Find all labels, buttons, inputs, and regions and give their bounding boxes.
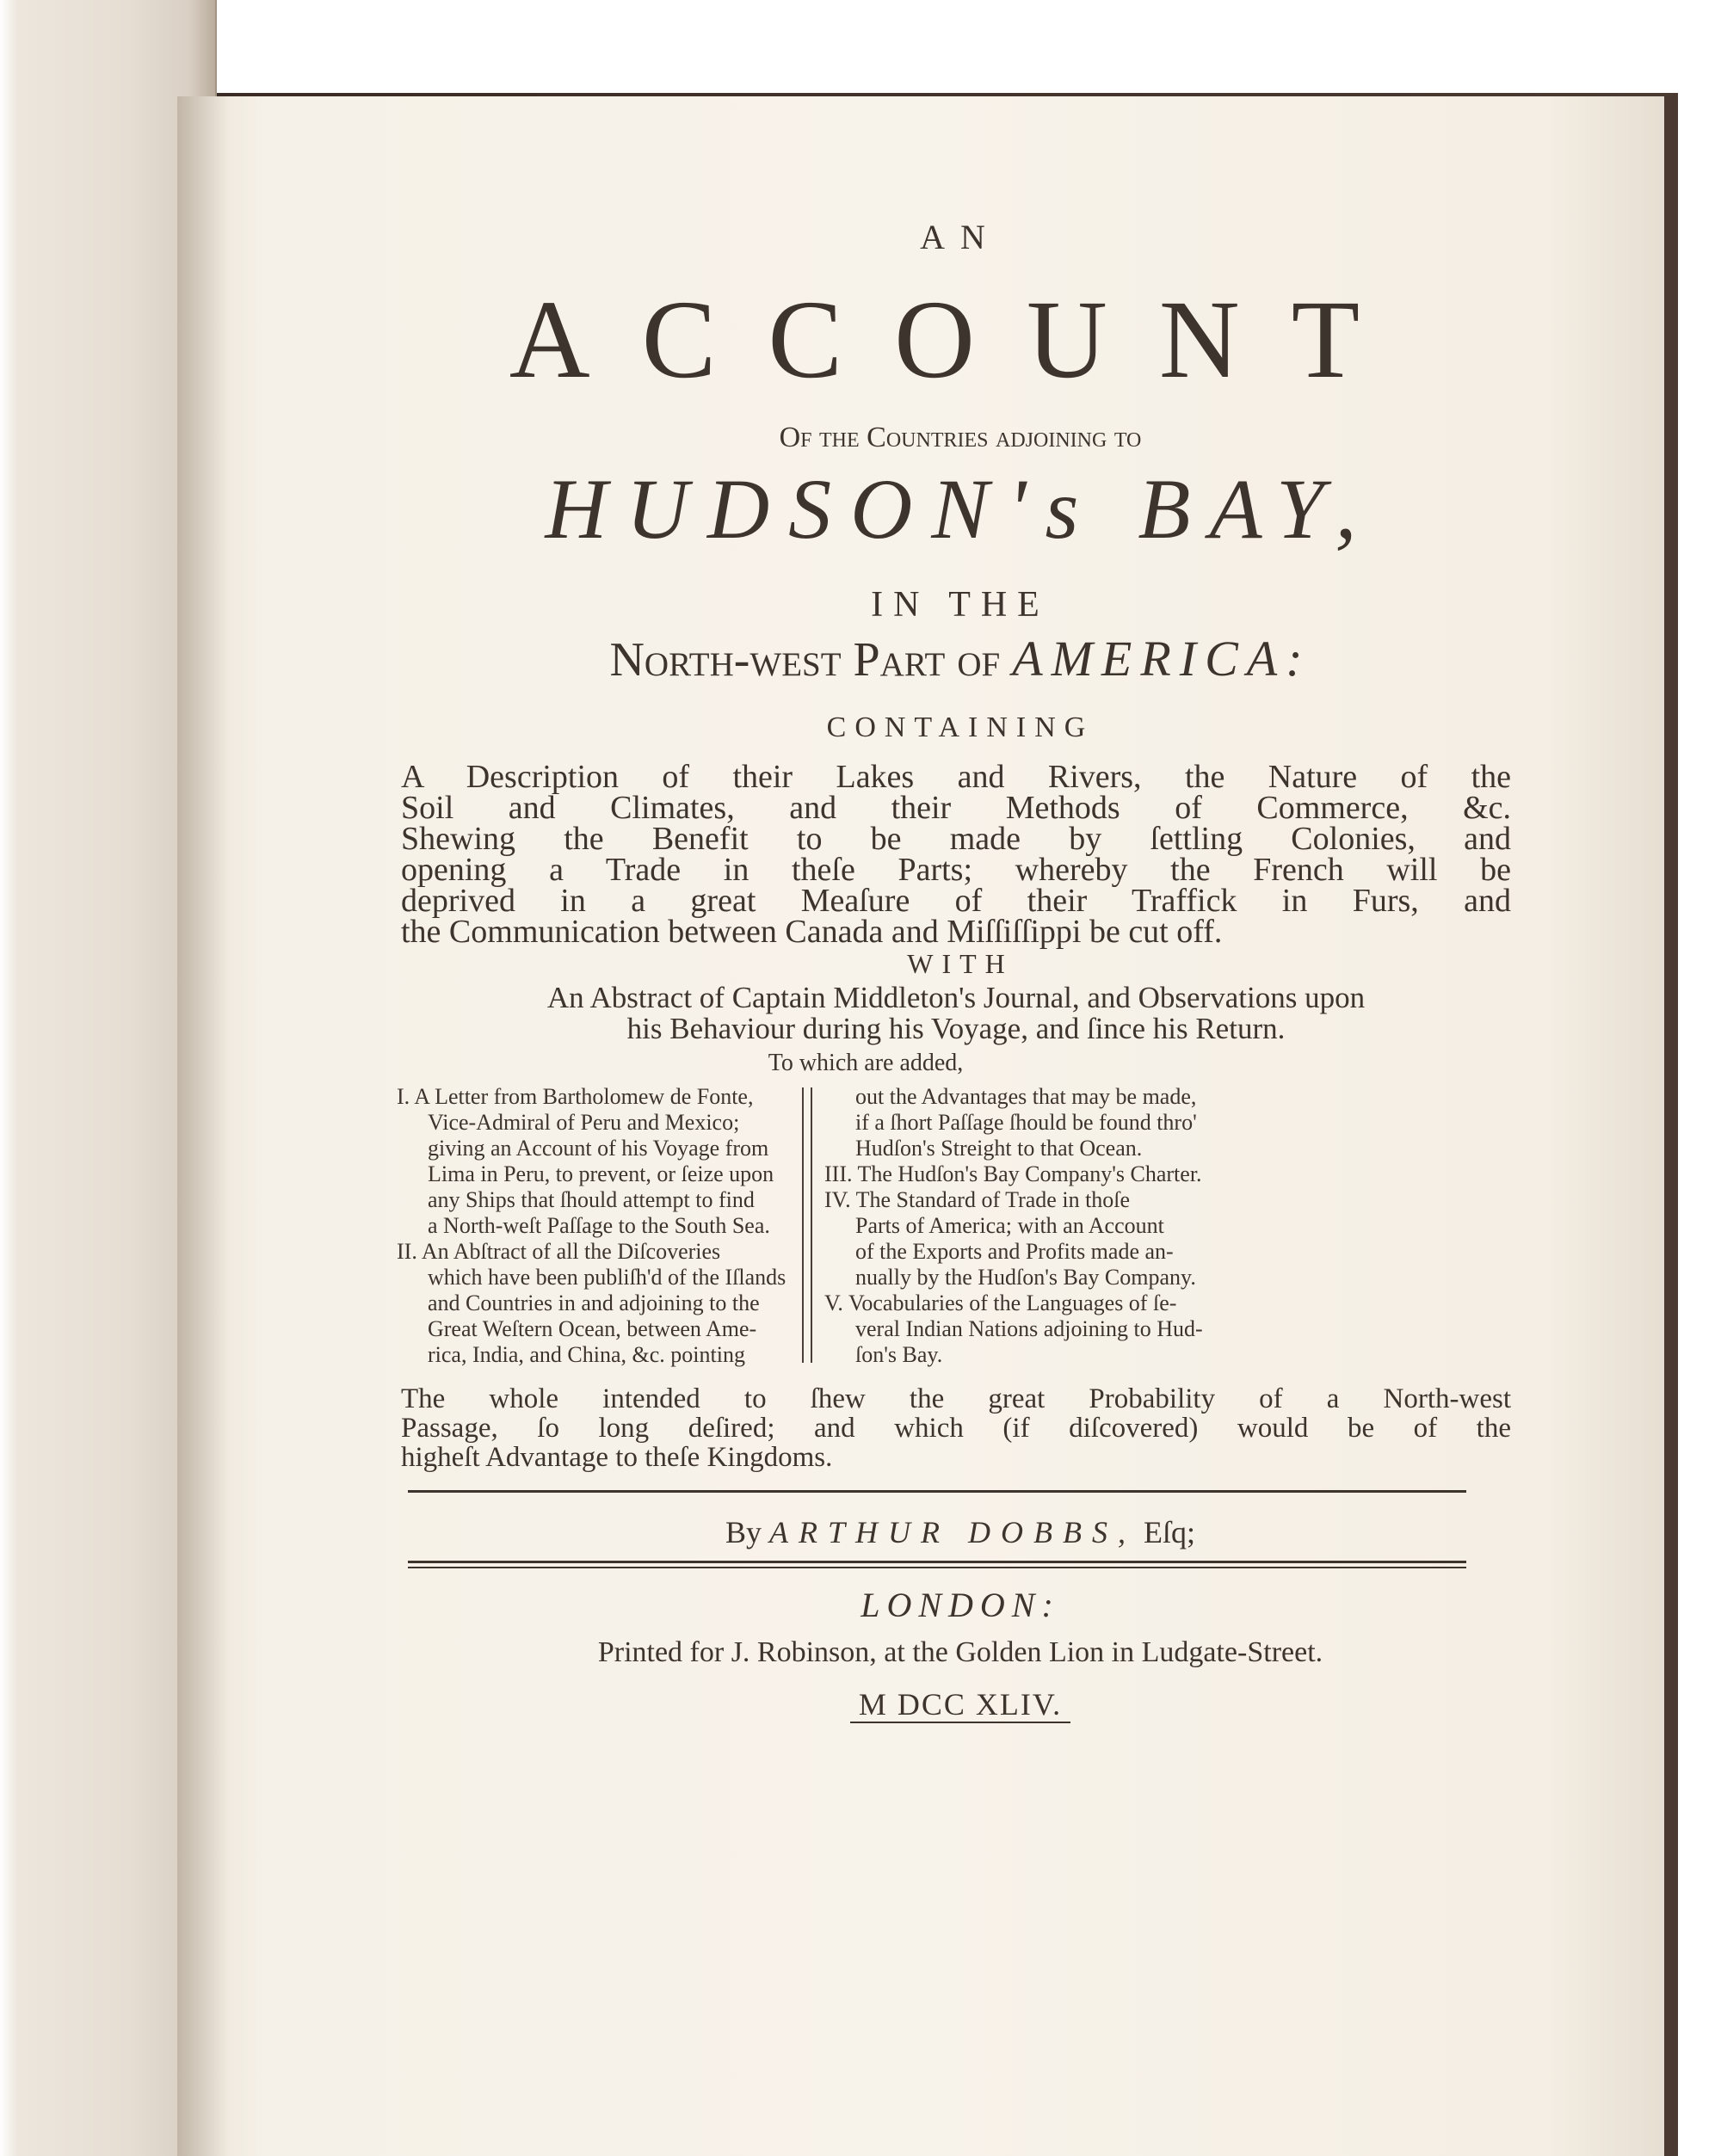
imprint-printer: Printed for J. Robinson, at the Golden Lion in Ludgate-Street. bbox=[597, 1636, 1323, 1668]
author-line bbox=[401, 1514, 1520, 1550]
heading-account: ACCOUNT bbox=[509, 278, 1412, 402]
imprint-city: LONDON: bbox=[860, 1586, 1060, 1624]
description-line: Shewing the Benefit to be made by ſettling Colonies, and bbox=[401, 821, 1511, 857]
right-column-line: of the Exports and Profits made an- bbox=[855, 1239, 1174, 1264]
rule-double-1 bbox=[408, 1561, 1466, 1563]
author-name: ARTHUR DOBBS, bbox=[769, 1515, 1136, 1549]
right-column-line: III. The Hudſon's Bay Company's Charter. bbox=[824, 1161, 1202, 1186]
right-column-line: IV. The Standard of Trade in thoſe bbox=[824, 1187, 1131, 1212]
right-column-line: ſon's Bay. bbox=[855, 1342, 943, 1367]
left-column-line: any Ships that ſhould attempt to find bbox=[428, 1187, 755, 1212]
left-column-line: which have been publiſh'd of the Iſlands bbox=[428, 1265, 786, 1290]
right-column-line: V. Vocabularies of the Languages of ſe- bbox=[824, 1291, 1177, 1315]
with-line: WITH bbox=[907, 948, 1014, 979]
description-line: Soil and Climates, and their Methods of Commerce, &c. bbox=[401, 790, 1511, 826]
left-column-line: Great Weſtern Ocean, between Ame- bbox=[428, 1316, 757, 1341]
whole-intended-line: The whole intended to ſhew the great Probability of a North-west bbox=[401, 1383, 1511, 1414]
right-column-line: out the Advantages that may be made, bbox=[855, 1084, 1197, 1109]
right-column bbox=[824, 1084, 1411, 1368]
left-column-line: and Countries in and adjoining to the bbox=[428, 1291, 760, 1315]
of-countries-line: Of the Countries adjoining to bbox=[779, 422, 1142, 453]
description-line: A Description of their Lakes and Rivers, the Nature of the bbox=[401, 759, 1511, 795]
hudsons-bay-heading: HUDSON's BAY, bbox=[545, 461, 1376, 557]
left-column-line: giving an Account of his Voyage from bbox=[428, 1136, 769, 1161]
description-line: the Communication between Canada and Miſſiſſippi be cut off. bbox=[401, 914, 1223, 950]
left-column-line: a North-weſt Paſſage to the South Sea. bbox=[428, 1213, 770, 1238]
rule-top bbox=[408, 1490, 1466, 1493]
right-column-line: Hudſon's Streight to that Ocean. bbox=[855, 1136, 1143, 1161]
left-column-line: Lima in Peru, to prevent, or ſeize upon bbox=[428, 1161, 774, 1186]
right-column-line: nually by the Hudſon's Bay Company. bbox=[855, 1265, 1196, 1290]
added-line: To which are added, bbox=[768, 1050, 964, 1076]
abstract-line: his Behaviour during his Voyage, and ſince his Return. bbox=[626, 1012, 1286, 1045]
america-text: AMERICA: bbox=[1012, 631, 1311, 687]
whole-intended-line: higheſt Advantage to theſe Kingdoms. bbox=[401, 1442, 833, 1473]
in-the-line: IN THE bbox=[871, 585, 1050, 625]
description-line: opening a Trade in theſe Parts; whereby the French will be bbox=[401, 852, 1511, 888]
northwest-line bbox=[401, 631, 1520, 687]
by-text: By bbox=[725, 1515, 762, 1549]
right-column-line: veral Indian Nations adjoining to Hud- bbox=[855, 1316, 1203, 1341]
imprint-date-text: M DCC XLIV. bbox=[850, 1687, 1070, 1723]
title-page bbox=[177, 96, 1664, 2156]
containing-line: CONTAINING bbox=[826, 711, 1095, 743]
imprint-date bbox=[401, 1686, 1520, 1722]
abstract-line: An Abstract of Captain Middleton's Journal, and Observations upon bbox=[546, 981, 1366, 1014]
left-column-line: Vice-Admiral of Peru and Mexico; bbox=[428, 1110, 740, 1135]
rule-double-2 bbox=[408, 1567, 1466, 1568]
heading-an: AN bbox=[920, 218, 1001, 256]
esq-text: Eſq; bbox=[1143, 1515, 1195, 1549]
left-column-line: II. An Abſtract of all the Diſcoveries bbox=[397, 1239, 721, 1264]
description-line: deprived in a great Meaſure of their Traffick in Furs, and bbox=[401, 883, 1511, 919]
right-column-line: Parts of America; with an Account bbox=[855, 1213, 1164, 1238]
left-column-line: I. A Letter from Bartholomew de Fonte, bbox=[397, 1084, 754, 1109]
column-divider bbox=[802, 1087, 812, 1363]
whole-intended-line: Passage, ſo long deſired; and which (if diſcovered) would be of the bbox=[401, 1413, 1511, 1444]
left-column-line: rica, India, and China, &c. pointing bbox=[428, 1342, 745, 1367]
northwest-text: North-west Part of bbox=[609, 633, 1001, 687]
right-column-line: if a ſhort Paſſage ſhould be found thro' bbox=[855, 1110, 1197, 1135]
gutter-shadow bbox=[177, 96, 229, 2156]
